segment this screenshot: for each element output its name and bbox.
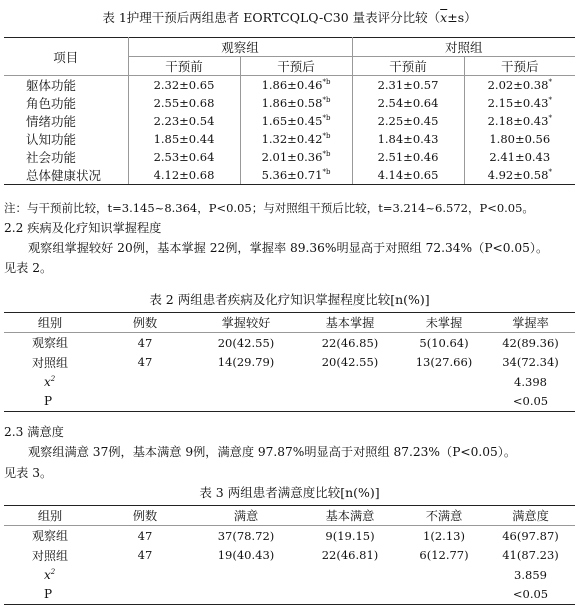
table2-cell: 14(29.79) xyxy=(217,355,275,370)
table1-value: 2.53±0.64 xyxy=(153,150,215,164)
table2-empty-cell xyxy=(96,392,194,412)
table1-cell xyxy=(240,94,352,112)
table2-empty-cell xyxy=(402,392,486,412)
table1-item-label: 社会功能 xyxy=(4,148,128,166)
table1-significance-mark: * xyxy=(548,78,552,86)
section-2-2-heading: 2.2 疾病及化疗知识掌握程度 xyxy=(4,221,162,235)
table1-value: 4.14±0.65 xyxy=(377,168,439,182)
table1-row xyxy=(4,94,575,112)
table1-cell xyxy=(240,148,352,166)
table1-cell xyxy=(464,112,575,130)
table3-p-row xyxy=(4,585,575,605)
table3-chi-row xyxy=(4,565,575,585)
table1-value: 4.92±0.58 xyxy=(487,168,549,182)
table2-cell: 47 xyxy=(137,335,153,350)
table1 xyxy=(4,37,575,185)
table3-cell: 观察组 xyxy=(32,529,69,544)
table3-empty-cell xyxy=(194,565,298,585)
table2-cell: 5(10.64) xyxy=(419,335,469,350)
table1-cell xyxy=(464,130,575,148)
table1-significance-mark: *b xyxy=(322,168,331,176)
table1-value: 2.32±0.65 xyxy=(153,78,215,92)
table2-header-cell: 未掌握 xyxy=(402,313,486,333)
table1-row xyxy=(4,112,575,130)
table1-value: 1.65±0.45 xyxy=(261,114,323,128)
table1-caption-xbar: $\overline{x}$ xyxy=(440,10,448,25)
table1-cell xyxy=(464,148,575,166)
table1-item-label: 认知功能 xyxy=(4,130,128,148)
table1-caption xyxy=(0,10,579,26)
table2-cell: 47 xyxy=(137,355,153,370)
table1-cell xyxy=(352,148,464,166)
table1-cell xyxy=(240,112,352,130)
table3-empty-cell xyxy=(402,565,486,585)
table1-value: 2.25±0.45 xyxy=(377,114,439,128)
table1-significance-mark: * xyxy=(548,114,552,122)
table1-item-label: 躯体功能 xyxy=(4,76,128,95)
table2-empty-cell xyxy=(402,372,486,392)
table3-cell: 19(40.43) xyxy=(217,548,275,563)
table1-cell xyxy=(240,130,352,148)
table1-value: 2.23±0.54 xyxy=(153,114,215,128)
table1-significance-mark: *b xyxy=(322,78,331,86)
table1-value: 2.15±0.43 xyxy=(487,96,549,110)
section-2-3-text: 观察组满意 37例，基本满意 9例，满意度 97.87%明显高于对照组 87.23%（P<0.05）。 xyxy=(28,445,517,459)
section-2-2-text: 观察组掌握较好 20例，基本掌握 22例，掌握率 89.36%明显高于对照组 72.34%（P<0.05）。 xyxy=(28,241,549,255)
table1-value: 1.86±0.58 xyxy=(261,96,323,110)
table2-empty-cell xyxy=(194,392,298,412)
table2-caption: 表 2 两组患者疾病及化疗知识掌握程度比较[n(%)] xyxy=(149,292,430,307)
table1-item-label: 总体健康状况 xyxy=(4,166,128,185)
table1-value: 2.31±0.57 xyxy=(377,78,439,92)
table1-item-label: 情绪功能 xyxy=(4,112,128,130)
table2-chi-label xyxy=(4,372,96,392)
table1-cell xyxy=(352,166,464,185)
table3-empty-cell xyxy=(402,585,486,605)
table1-cell xyxy=(128,76,240,95)
table3-cell: 22(46.81) xyxy=(321,548,379,563)
table1-caption-text: 表 1护理干预后两组患者 EORTCQLQ-C30 量表评分比较（ xyxy=(102,10,441,25)
table3-header-cell: 满意度 xyxy=(486,506,575,526)
table3-header-cell: 基本满意 xyxy=(298,506,402,526)
table3-chi-label xyxy=(4,565,96,585)
table2-empty-cell xyxy=(298,372,402,392)
table3-chi-x: x xyxy=(44,567,51,582)
table2-cell: 22(46.85) xyxy=(321,335,379,350)
table3-cell: 6(12.77) xyxy=(419,548,469,563)
table3-cell: 对照组 xyxy=(32,548,69,563)
table3-cell: 9(19.15) xyxy=(325,528,375,543)
table1-note: 注：与干预前比较，t=3.145~8.364，P<0.05；与对照组干预后比较，t=3.214~6.572，P<0.05。 xyxy=(4,201,534,215)
table1-row xyxy=(4,76,575,95)
table2-cell: 34(72.34) xyxy=(502,355,559,370)
table1-value: 1.80±0.56 xyxy=(489,132,551,146)
table2-p-value: <0.05 xyxy=(486,392,575,412)
section-2-3-text-cont: 见表 3。 xyxy=(4,466,53,480)
table1-value: 1.85±0.44 xyxy=(153,132,215,146)
table2-chi-value: 4.398 xyxy=(514,374,547,389)
table3-header-cell: 组别 xyxy=(4,506,96,526)
table3-cell: 1(2.13) xyxy=(423,528,465,543)
table1-cell xyxy=(128,130,240,148)
table3-header-cell: 例数 xyxy=(96,506,194,526)
table3-cell: 37(78.72) xyxy=(217,528,275,543)
table2-cell: 13(27.66) xyxy=(415,355,473,370)
table2-cell: 对照组 xyxy=(32,355,69,370)
table1-value: 2.01±0.36 xyxy=(261,150,323,164)
table2-cell: 20(42.55) xyxy=(217,335,275,350)
table1-significance-mark: * xyxy=(548,168,552,176)
table3-header-row xyxy=(4,506,575,526)
table3-chi-value: 3.859 xyxy=(514,567,547,582)
table1-value: 2.18±0.43 xyxy=(487,114,549,128)
table3-empty-cell xyxy=(194,585,298,605)
table1-cell xyxy=(464,76,575,95)
table1-cell xyxy=(128,166,240,185)
table1-row xyxy=(4,130,575,148)
table1-row xyxy=(4,166,575,185)
table3-p-value: <0.05 xyxy=(486,585,575,605)
table3-cell: 47 xyxy=(137,528,153,543)
table3-caption: 表 3 两组患者满意度比较[n(%)] xyxy=(199,485,380,500)
table1-value: 5.36±0.71 xyxy=(261,168,323,182)
table1-obs-pre-header: 干预前 xyxy=(128,57,240,76)
table2-row xyxy=(4,333,575,353)
table2-cell: 20(42.55) xyxy=(321,355,379,370)
table3-empty-cell xyxy=(298,585,402,605)
table1-ctrl-pre-header: 干预前 xyxy=(352,57,464,76)
table2-empty-cell xyxy=(298,392,402,412)
table1-significance-mark: *b xyxy=(322,96,331,104)
table1-caption-tail: ±s） xyxy=(447,10,477,25)
table3-cell: 41(87.23) xyxy=(502,548,559,563)
table1-cell xyxy=(464,166,575,185)
table2-cell: 42(89.36) xyxy=(502,335,559,350)
table2-p-row xyxy=(4,392,575,412)
table3-header-cell: 不满意 xyxy=(402,506,486,526)
table3-empty-cell xyxy=(298,565,402,585)
table1-col-item: 项目 xyxy=(4,38,128,76)
table3-empty-cell xyxy=(96,565,194,585)
table1-ctrl-post-header: 干预后 xyxy=(464,57,575,76)
table3-row xyxy=(4,546,575,566)
table1-significance-mark: *b xyxy=(322,132,331,140)
table1-obs-post-header: 干预后 xyxy=(240,57,352,76)
table1-cell xyxy=(352,94,464,112)
table1-cell xyxy=(240,166,352,185)
table1-cell xyxy=(464,94,575,112)
table3-chi-sup: 2 xyxy=(50,567,56,576)
table1-value: 2.41±0.43 xyxy=(489,150,551,164)
table1-significance-mark: *b xyxy=(322,114,331,122)
table2-chi-sup: 2 xyxy=(50,374,56,383)
table2-header-cell: 掌握率 xyxy=(486,313,575,333)
table1-value: 1.86±0.46 xyxy=(261,78,323,92)
table2-empty-cell xyxy=(96,372,194,392)
table1-value: 4.12±0.68 xyxy=(153,168,215,182)
table1-cell xyxy=(128,148,240,166)
table1-cell xyxy=(128,112,240,130)
section-2-3-heading: 2.3 满意度 xyxy=(4,425,64,439)
table2-empty-cell xyxy=(194,372,298,392)
table3-row xyxy=(4,526,575,546)
table1-significance-mark: *b xyxy=(322,150,331,158)
table1-value: 1.84±0.43 xyxy=(377,132,439,146)
table2-header-cell: 掌握较好 xyxy=(194,313,298,333)
table1-cell xyxy=(352,76,464,95)
table2-chi-row xyxy=(4,372,575,392)
table2-cell: 观察组 xyxy=(32,336,69,351)
table2-header-cell: 组别 xyxy=(4,313,96,333)
table3-header-cell: 满意 xyxy=(194,506,298,526)
table3-empty-cell xyxy=(96,585,194,605)
table3 xyxy=(4,505,575,605)
table3-p-label: P xyxy=(4,585,96,605)
table1-row xyxy=(4,148,575,166)
table2-header-row xyxy=(4,313,575,333)
table1-value: 1.32±0.42 xyxy=(261,132,323,146)
table2-p-label: P xyxy=(4,392,96,412)
table1-value: 2.54±0.64 xyxy=(377,96,439,110)
table1-value: 2.55±0.68 xyxy=(153,96,215,110)
table1-cell xyxy=(240,76,352,95)
table2-header-cell: 例数 xyxy=(96,313,194,333)
table3-cell: 46(97.87) xyxy=(502,528,559,543)
table2-chi-x: x xyxy=(44,374,51,389)
table1-cell xyxy=(352,130,464,148)
table2-row xyxy=(4,353,575,373)
table1-significance-mark: * xyxy=(548,96,552,104)
table2-header-cell: 基本掌握 xyxy=(298,313,402,333)
table1-group-observation: 观察组 xyxy=(128,38,352,57)
table1-cell xyxy=(128,94,240,112)
table3-cell: 47 xyxy=(137,548,153,563)
section-2-2-text-cont: 见表 2。 xyxy=(4,261,53,275)
table1-value: 2.02±0.38 xyxy=(487,78,549,92)
table1-cell xyxy=(352,112,464,130)
table1-value: 2.51±0.46 xyxy=(377,150,439,164)
table2 xyxy=(4,312,575,412)
table1-item-label: 角色功能 xyxy=(4,94,128,112)
table1-group-control: 对照组 xyxy=(352,38,575,57)
